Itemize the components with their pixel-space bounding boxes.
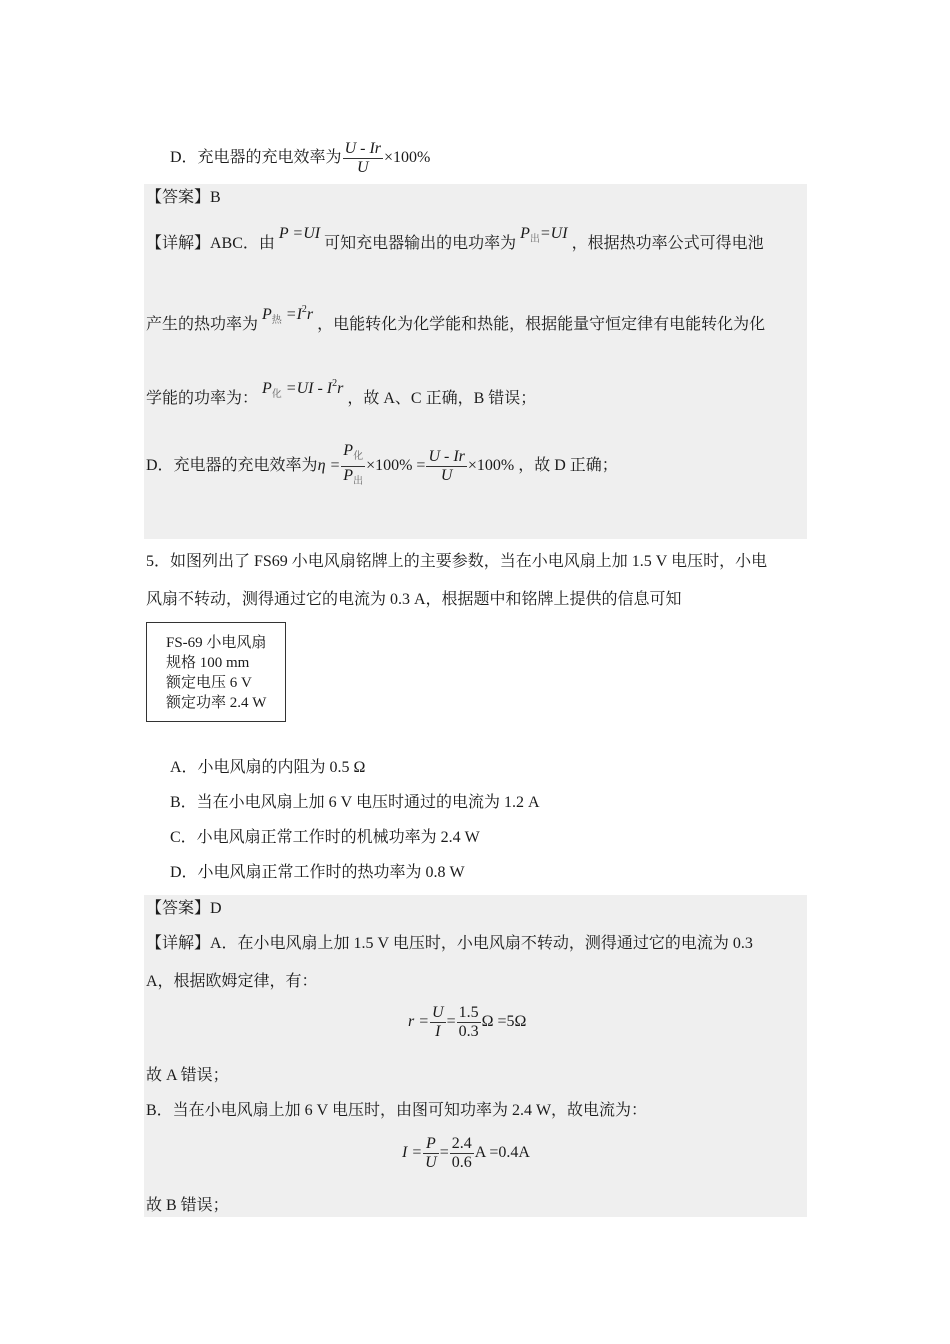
q4-option-d-prefix: D．充电器的充电效率为 [170, 149, 342, 167]
q4-option-d [170, 140, 430, 177]
p-chem-formula: $P_化 =UI - I^2r$ [262, 378, 344, 400]
q5-stem-line1: 5．如图列出了 FS69 小电风扇铭牌上的主要参数，当在小电风扇上加 1.5 V 电压时，小电 [146, 553, 768, 570]
q4-option-d-suffix: ×100% [384, 149, 431, 167]
answer-4-detail-line4: D．充电器的充电效率为η = $\frac{P_化}{P_出}$ ×100% = $\frac{U - Ir}{U}$ ×100% ，故 D 正确； [146, 442, 618, 491]
q5-option-a: A．小电风扇的内阻为 0.5 Ω [170, 759, 366, 776]
p-heat-formula: $P_热 =I^2r$ [262, 304, 314, 326]
answer-5-detail-line1: 【详解】A．在小电风扇上加 1.5 V 电压时，小电风扇不转动，测得通过它的电流为 0.3 [146, 935, 753, 952]
equation-resistance: r = $\frac{U}{I}$ = $\frac{1.5}{0.3}$ Ω =5Ω [408, 1003, 527, 1040]
answer-5-detail-line2: A，根据欧姆定律，有： [146, 973, 318, 990]
eta-fraction: $\frac{P_化}{P_出}$ [343, 442, 364, 487]
nameplate-line: 额定功率 2.4 W [166, 695, 267, 711]
q5-stem-line2: 风扇不转动，测得通过它的电流为 0.3 A，根据题中和铭牌上提供的信息可知 [146, 591, 682, 608]
efficiency-fraction-2: $\frac{U - Ir}{U}$ [428, 448, 465, 484]
answer-4-detail-line1: 【详解】ABC．由 P =UI 可知充电器输出的电功率为 $P_出=UI$ ，根据热功率公式可得电池 [146, 225, 764, 252]
answer-4-detail-line3: 学能的功率为： $P_化 =UI - I^2r$ ，故 A、C 正确，B 错误； [146, 378, 537, 407]
answer-4-label: 【答案】B [146, 189, 221, 206]
nameplate-line: 额定电压 6 V [166, 675, 252, 691]
answer-5-label: 【答案】D [146, 900, 222, 917]
q5-option-c: C．小电风扇正常工作时的机械功率为 2.4 W [170, 829, 480, 846]
efficiency-fraction: $\frac{U - Ir}{U}$ [344, 140, 381, 176]
fan-nameplate [146, 622, 286, 722]
answer-5-conclusion-a: 故 A 错误； [146, 1067, 229, 1084]
q5-option-b: B．当在小电风扇上加 6 V 电压时通过的电流为 1.2 A [170, 794, 540, 811]
p-out-formula: $P_出=UI$ [520, 225, 568, 245]
equation-current: I = $\frac{P}{U}$ = $\frac{2.4}{0.6}$ A =0.4A [402, 1134, 530, 1171]
answer-5-detail-b: B．当在小电风扇上加 6 V 电压时，由图可知功率为 2.4 W，故电流为： [146, 1102, 648, 1119]
answer-5-conclusion-b: 故 B 错误； [146, 1197, 229, 1214]
nameplate-line: 规格 100 mm [166, 655, 250, 671]
q5-option-d: D．小电风扇正常工作时的热功率为 0.8 W [170, 864, 465, 881]
answer-4-detail-line2: 产生的热功率为 $P_热 =I^2r$ ，电能转化为化学能和热能，根据能量守恒定律有电能转化为化 [146, 304, 766, 333]
nameplate-line: FS-69 小电风扇 [166, 635, 267, 651]
